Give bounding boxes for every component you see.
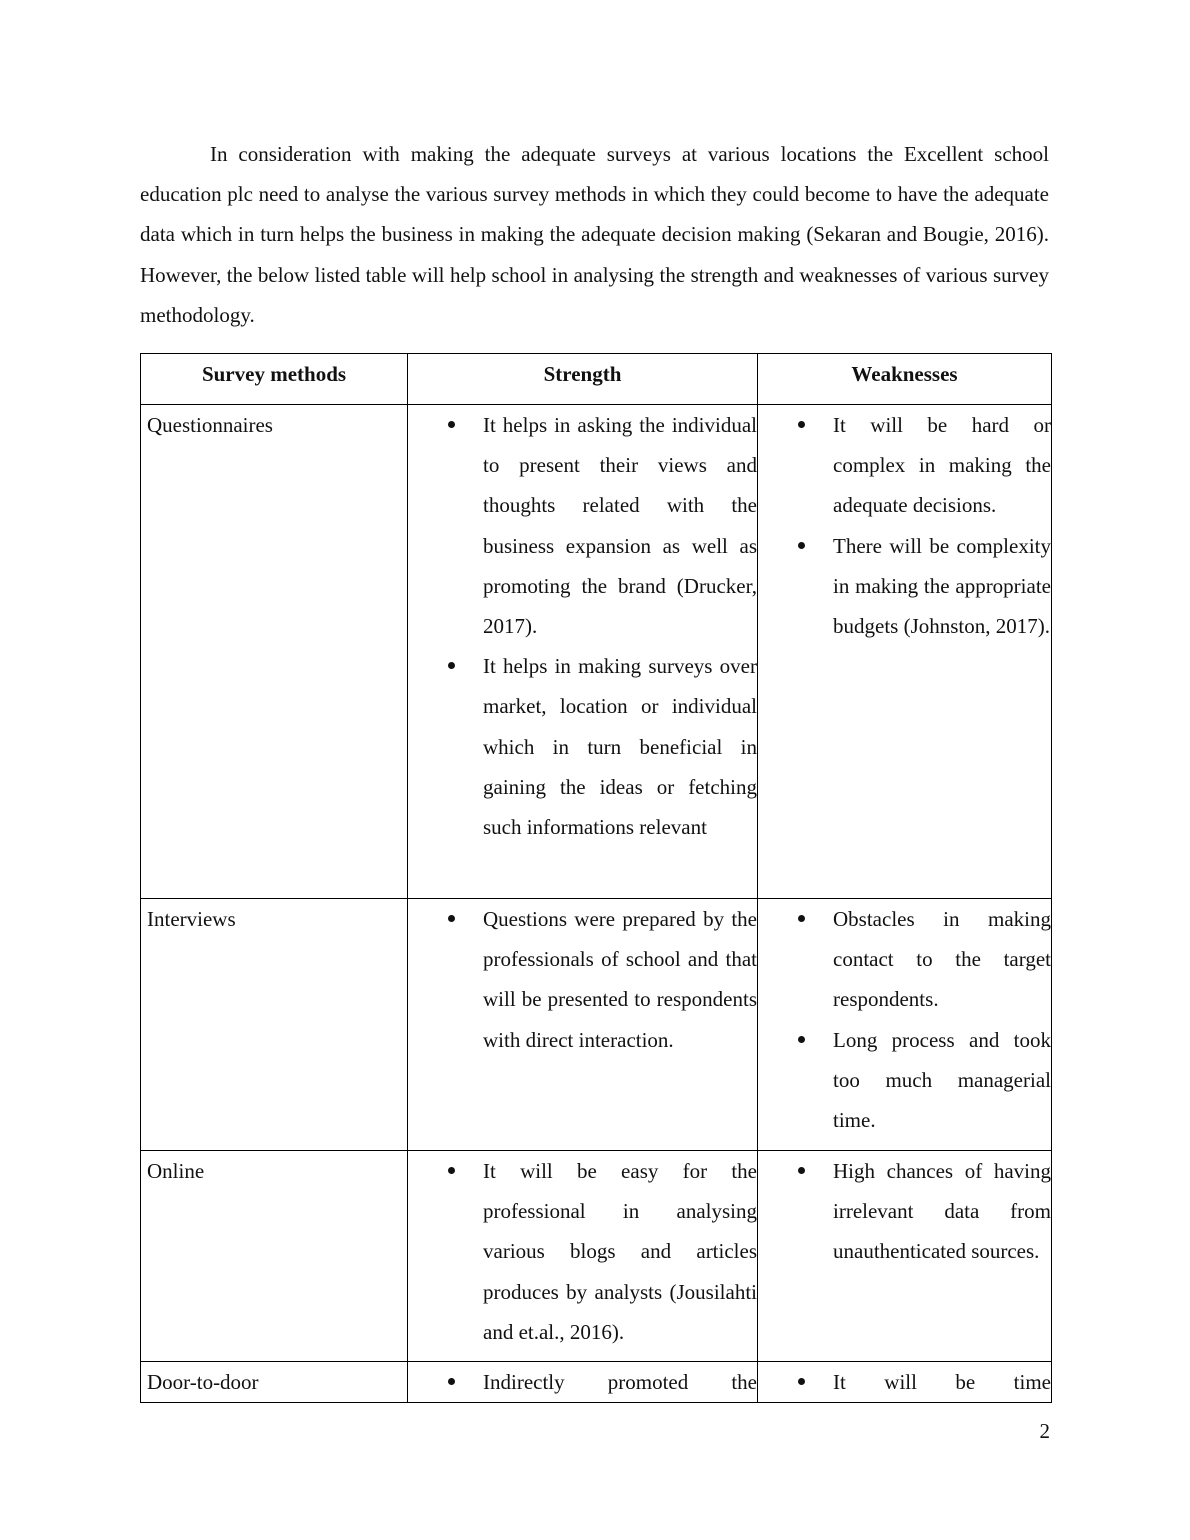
strength-cell [408, 899, 758, 1151]
method-name: Questionnaires [147, 413, 273, 437]
strength-point: Indirectly promoted the [408, 1362, 757, 1402]
table-row [141, 1362, 1052, 1403]
header-weaknesses: Weaknesses [758, 354, 1052, 405]
method-name: Door-to-door [147, 1370, 259, 1394]
header-strength: Strength [408, 354, 758, 405]
weakness-point: Obstacles in making contact to the target respondents. [758, 899, 1051, 1020]
strength-cell [408, 405, 758, 899]
method-cell [141, 405, 408, 899]
weakness-point: It will be time [758, 1362, 1051, 1402]
survey-methods-table [140, 353, 1052, 1403]
weakness-cell [758, 1362, 1052, 1403]
weakness-cell [758, 1151, 1052, 1362]
strength-point: It will be easy for the professional in analysing various blogs and articles produces by analysts (Jousilahti and et.al., 2016). [408, 1151, 757, 1352]
page-number: 2 [1039, 1419, 1050, 1443]
table-row [141, 405, 1052, 899]
strength-cell [408, 1151, 758, 1362]
weakness-cell [758, 405, 1052, 899]
strength-point: It helps in asking the individual to present their views and thoughts related with the business expansion as well as promoting the brand (Drucker, 2017). [408, 405, 757, 646]
weakness-point: There will be complexity in making the appropriate budgets (Johnston, 2017). [758, 526, 1051, 647]
method-cell [141, 1362, 408, 1403]
weakness-point: High chances of having irrelevant data from unauthenticated sources. [758, 1151, 1051, 1272]
strength-point: It helps in making surveys over market, location or individual which in turn beneficial in gaining the ideas or fetching such informations relevant [408, 646, 757, 847]
method-name: Interviews [147, 907, 236, 931]
header-survey-methods: Survey methods [141, 354, 408, 405]
weakness-point: Long process and took too much managerial time. [758, 1020, 1051, 1141]
table-row [141, 899, 1052, 1151]
weakness-cell [758, 899, 1052, 1151]
intro-paragraph: In consideration with making the adequate surveys at various locations the Excellent school education plc need to analyse the various survey methods in which they could become to have the adequate data which in turn helps the business in making the adequate decision making (Sekaran and Bougie, 2016). However, the below listed table will help school in analysing the strength and weaknesses of various survey methodology. [140, 142, 1049, 327]
weakness-point: It will be hard or complex in making the adequate decisions. [758, 405, 1051, 526]
strength-point: Questions were prepared by the professionals of school and that will be presented to respondents with direct interaction. [408, 899, 757, 1060]
strength-cell [408, 1362, 758, 1403]
method-cell [141, 899, 408, 1151]
table-row [141, 1151, 1052, 1362]
table-header-row [141, 354, 1052, 405]
method-name: Online [147, 1159, 205, 1183]
method-cell [141, 1151, 408, 1362]
